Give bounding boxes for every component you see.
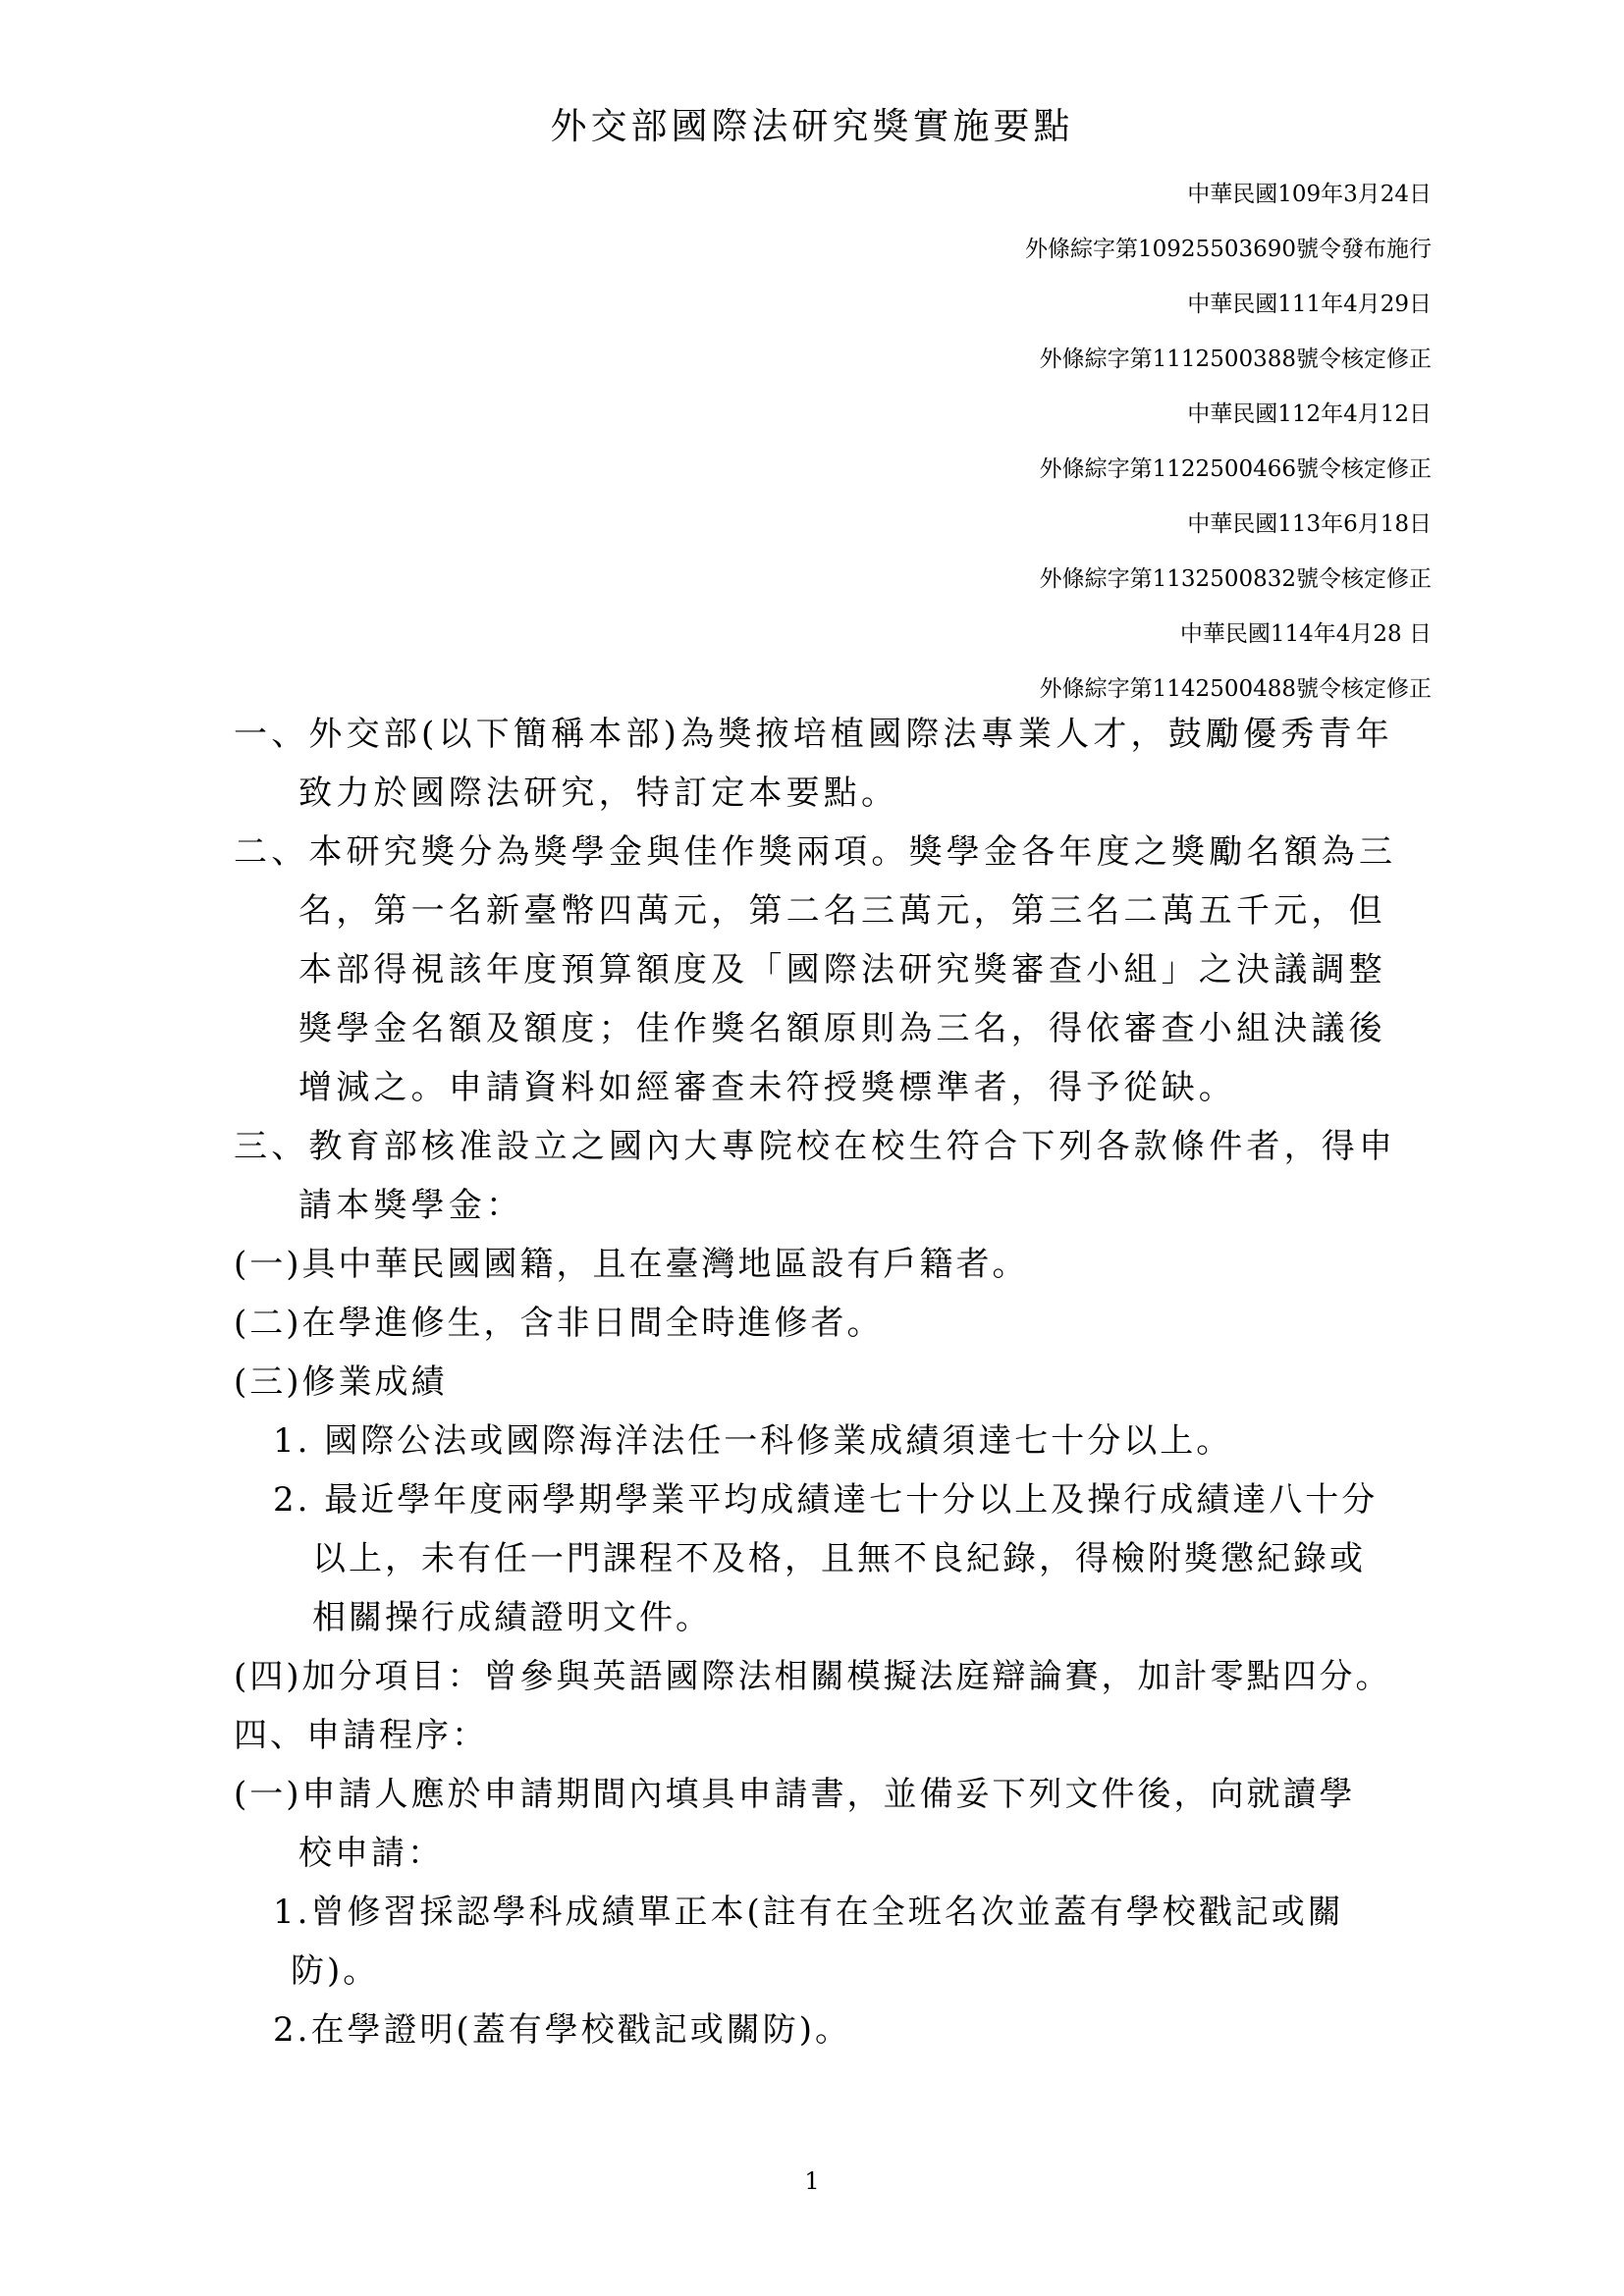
history-line: 中華民國114年4月28 日: [1179, 621, 1432, 647]
article-1-heading-line: 一、外交部(以下簡稱本部)為獎掖培植國際法專業人才，鼓勵優秀青年: [234, 715, 1393, 754]
sub-item-continuation-line: 以上，未有任一門課程不及格，且無不良紀錄，得檢附獎懲紀錄或: [312, 1539, 1366, 1578]
history-line: 中華民國112年4月12日: [1187, 401, 1432, 427]
sub-item-line: 2. 最近學年度兩學期學業平均成績達七十分以上及操行成績達八十分: [273, 1480, 1379, 1520]
history-line: 中華民國113年6月18日: [1187, 511, 1432, 537]
history-line: 外條綜字第1112500388號令核定修正: [1039, 347, 1432, 372]
history-line: 外條綜字第1132500832號令核定修正: [1039, 566, 1432, 592]
sub-item-continuation-line: 防)。: [291, 1951, 380, 1991]
sub-item-continuation-line: 相關操行成績證明文件。: [312, 1598, 712, 1637]
document-body: [234, 705, 1441, 2059]
clause-line: (一)申請人應於申請期間內填具申請書，並備妥下列文件後，向就讀學: [234, 1775, 1356, 1814]
article-2-continuation-line: 獎學金名額及額度；佳作獎名額原則為三名，得依審查小組決議後: [298, 1009, 1386, 1048]
document-title: 外交部國際法研究獎實施要點: [550, 105, 1074, 147]
sub-item-line: 2.在學證明(蓋有學校戳記或關防)。: [273, 2010, 851, 2050]
article-2-continuation-line: 本部得視該年度預算額度及「國際法研究獎審查小組」之決議調整: [298, 950, 1386, 989]
history-line: 中華民國111年4月29日: [1187, 292, 1432, 317]
history-line: 外條綜字第10925503690號令發布施行: [1025, 237, 1432, 262]
clause-line: (二)在學進修生，含非日間全時進修者。: [234, 1304, 884, 1343]
clause-line: (一)具中華民國國籍，且在臺灣地區設有戶籍者。: [234, 1245, 1029, 1284]
page-number: 1: [804, 2167, 820, 2195]
history-line: 中華民國109年3月24日: [1187, 182, 1432, 207]
clause-continuation-line: 校申請：: [298, 1834, 444, 1873]
article-2-continuation-line: 名，第一名新臺幣四萬元，第二名三萬元，第三名二萬五千元，但: [298, 891, 1386, 931]
sub-item-line: 1. 國際公法或國際海洋法任一科修業成績須達七十分以上。: [273, 1421, 1233, 1461]
article-2-continuation-line: 增減之。申請資料如經審查未符授獎標準者，得予從缺。: [298, 1068, 1236, 1107]
article-1-continuation-line: 致力於國際法研究，特訂定本要點。: [298, 774, 899, 813]
article-4-heading-line: 四、申請程序：: [234, 1716, 488, 1755]
clause-line: (三)修業成績: [234, 1362, 448, 1402]
article-2-heading-line: 二、本研究獎分為獎學金與佳作獎兩項。獎學金各年度之獎勵名額為三: [234, 832, 1397, 872]
clause-line: (四)加分項目：曾參與英語國際法相關模擬法庭辯論賽，加計零點四分。: [234, 1657, 1392, 1696]
sub-item-line: 1.曾修習採認學科成績單正本(註有在全班名次並蓋有學校戳記或關: [273, 1893, 1344, 1932]
amendment-history: [646, 167, 1432, 717]
history-line: 外條綜字第1142500488號令核定修正: [1039, 676, 1432, 702]
history-line: 外條綜字第1122500466號令核定修正: [1039, 456, 1432, 482]
article-3-continuation-line: 請本獎學金：: [298, 1186, 524, 1225]
article-3-heading-line: 三、教育部核准設立之國內大專院校在校生符合下列各款條件者，得申: [234, 1127, 1397, 1166]
